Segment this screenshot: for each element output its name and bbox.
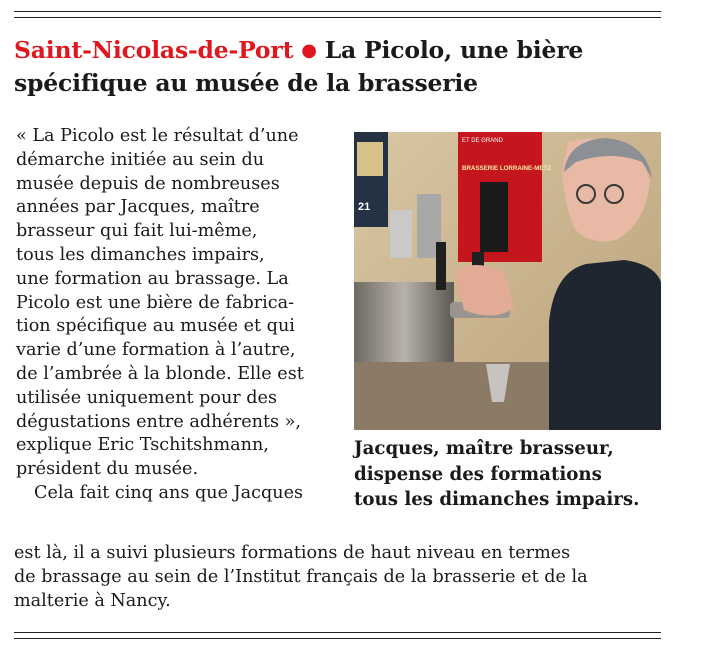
- man-sweater: [549, 260, 661, 430]
- body-line: tion spécifique au musée et qui: [16, 316, 295, 337]
- caption-line: tous les dimanches impairs.: [354, 489, 640, 510]
- body-line: président du musée.: [16, 459, 199, 480]
- brewery-poster-title: BRASSERIE LORRAINE-METZ: [462, 165, 552, 172]
- body-line: varie d’une formation à l’autre,: [16, 340, 296, 361]
- body-line: de brassage au sein de l’Institut français de la brasserie et de la: [14, 566, 588, 587]
- beer-tap-cabinet: [354, 282, 454, 362]
- body-line: démarche initiée au sein du: [16, 149, 265, 170]
- brewery-poster-top-text: ET DE GRAND: [462, 138, 503, 144]
- body-line: dégustations entre adhérents »,: [16, 411, 302, 432]
- left-poster-number: 21: [358, 201, 371, 213]
- body-line: de l’ambrée à la blonde. Elle est: [16, 363, 304, 384]
- article-photo: [354, 132, 661, 430]
- headline-location: Saint-Nicolas-de-Port: [14, 36, 294, 64]
- top-rule-2: [14, 17, 661, 18]
- bottom-rule: [14, 632, 661, 633]
- body-line: explique Eric Tschitshmann,: [16, 435, 269, 456]
- beer-tap-handle-2: [436, 242, 446, 290]
- body-line: tous les dimanches impairs,: [16, 244, 265, 265]
- left-poster-art: [357, 142, 383, 176]
- body-line: musée depuis de nombreuses: [16, 173, 280, 194]
- body-line: années par Jacques, maître: [16, 197, 260, 218]
- article-body-full-width: [14, 542, 664, 613]
- headline: [14, 35, 674, 99]
- photo-caption: [354, 436, 694, 513]
- headline-title-line1: La Picolo, une bière: [324, 36, 584, 64]
- caption-line: Jacques, maître brasseur,: [354, 438, 614, 459]
- bullet-dot-icon: ●: [301, 40, 317, 61]
- body-line: utilisée uniquement pour des: [16, 387, 278, 408]
- body-line: « La Picolo est le résultat d’une: [16, 126, 299, 146]
- caption-line: dispense des formations: [354, 463, 602, 485]
- body-line: Picolo est une bière de fabrica-: [16, 292, 295, 313]
- small-sign: [390, 210, 412, 258]
- headline-title-line2: spécifique au musée de la brasserie: [14, 69, 478, 97]
- top-rule: [14, 11, 661, 12]
- bottom-rule-2: [14, 638, 661, 639]
- brewery-poster-figure: [480, 182, 508, 252]
- body-line: malterie à Nancy.: [14, 590, 171, 611]
- body-line: brasseur qui fait lui-même,: [16, 221, 258, 242]
- body-line: est là, il a suivi plusieurs formations de haut niveau en termes: [14, 543, 571, 563]
- article-body-column: [16, 125, 351, 506]
- body-line: une formation au brassage. La: [16, 268, 289, 289]
- body-line: Cela fait cinq ans que Jacques: [34, 482, 304, 503]
